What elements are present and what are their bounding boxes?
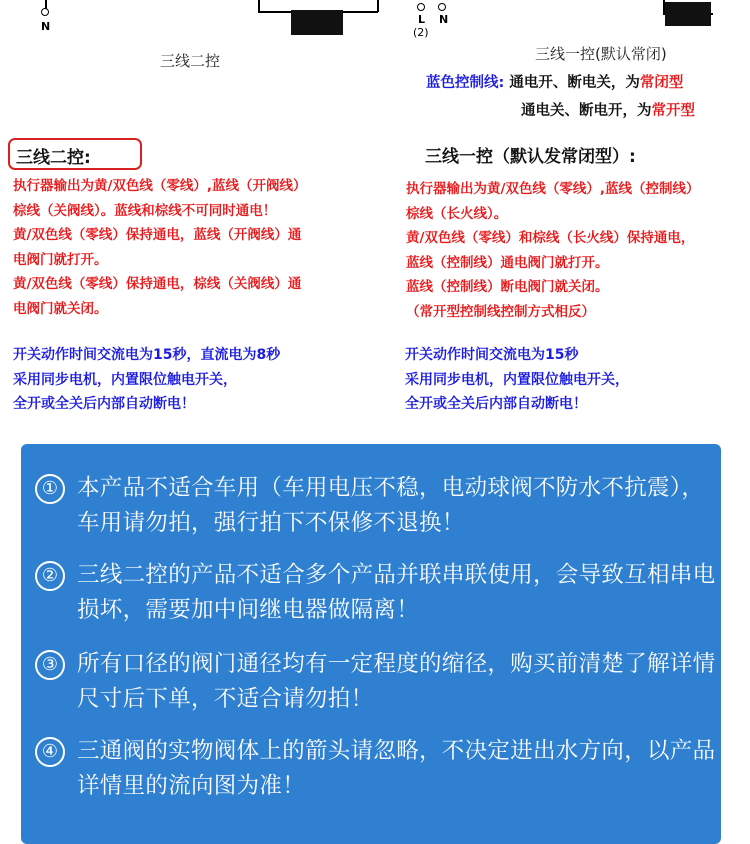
pin-label-n: N [41, 20, 51, 33]
right-red-line: 执行器输出为黄/双色线（零线）,蓝线（控制线） [406, 181, 700, 197]
pin-label-l: L [418, 13, 426, 26]
right-blue-line: 全开或全关后内部自动断电！ [405, 396, 587, 412]
normally-closed-label: 常闭型 [639, 75, 684, 91]
left-section-title: 三线二控: [8, 138, 142, 170]
notice-panel [21, 444, 721, 844]
right-red-line: 黄/双色线（零线）和棕线（长火线）保持通电， [406, 230, 695, 247]
left-red-line: 棕线（关阀线）。蓝线和棕线不可同时通电！ [13, 202, 277, 219]
notice-text: 三通阀的实物阀体上的箭头请忽略，不决定进出水方向，以产品详情里的流向图为准！ [77, 738, 716, 799]
control-line-row-1 [426, 71, 683, 92]
right-red-line: 蓝线（控制线）通电阀门就打开。 [406, 254, 609, 271]
left-blue-line: 全开或全关后内部自动断电！ [13, 396, 195, 412]
wire-left-c [377, 0, 379, 12]
left-blue-line: 采用同步电机，内置限位触电开关， [13, 371, 237, 388]
right-blue-line: 采用同步电机，内置限位触电开关， [405, 371, 629, 388]
diagram-right-caption: 三线一控(默认常闭) [535, 45, 667, 63]
left-blue-line: 开关动作时间交流电为15秒，直流电为8秒 [13, 347, 281, 363]
blue-control-label: 蓝色控制线: [426, 75, 505, 91]
variant-label: (2) [413, 26, 429, 39]
control-line-2-text: 通电关、断电开，为 [521, 103, 652, 119]
left-red-line: 执行器输出为黄/双色线（零线）,蓝线（开阀线） [13, 178, 307, 194]
right-blue-line: 开关动作时间交流电为15秒 [405, 347, 579, 363]
right-red-line: （常开型控制线控制方式相反） [406, 303, 595, 320]
left-red-line: 电阀门就关闭。 [13, 300, 108, 317]
motor-block-icon-2 [665, 2, 711, 26]
left-blue-lines [13, 343, 280, 417]
notice-number: ① [35, 474, 65, 504]
control-line-row-2 [521, 99, 695, 120]
left-red-line: 黄/双色线（零线）保持通电，蓝线（开阀线）通 [13, 227, 302, 244]
pin-label-n-2: N [439, 13, 449, 26]
control-line-1-text: 通电开、断电关，为 [509, 75, 640, 91]
left-red-lines [13, 174, 307, 322]
notice-number: ④ [35, 737, 65, 767]
right-red-lines [406, 177, 700, 325]
terminal-n-icon [41, 8, 49, 16]
notice-text: 本产品不适合车用（车用电压不稳，电动球阀不防水不抗震），车用请勿拍，强行拍下不保修不退换！ [77, 475, 705, 536]
right-blue-lines [405, 343, 629, 417]
diagram-left-caption: 三线二控 [160, 52, 221, 70]
terminal-l-icon [417, 3, 425, 11]
motor-block-icon [291, 10, 343, 35]
right-red-line: 蓝线（控制线）断电阀门就关闭。 [406, 279, 609, 296]
right-red-line: 棕线（长火线）。 [406, 205, 508, 222]
left-red-line: 黄/双色线（零线）保持通电，棕线（关阀线）通 [13, 276, 302, 293]
terminal-n-icon-2 [438, 3, 446, 11]
notice-number: ② [35, 561, 65, 591]
notice-number: ③ [35, 650, 65, 680]
normally-open-label: 常开型 [651, 103, 695, 119]
notice-text: 所有口径的阀门通径均有一定程度的缩径，购买前清楚了解详情尺寸后下单，不适合请勿拍！ [77, 651, 716, 712]
right-section-title: 三线一控（默认发常闭型）: [425, 147, 636, 167]
notice-text: 三线二控的产品不适合多个产品并联串联使用，会导致互相串电损坏，需要加中间继电器做隔离！ [77, 562, 716, 623]
left-red-line: 电阀门就打开。 [13, 251, 108, 268]
